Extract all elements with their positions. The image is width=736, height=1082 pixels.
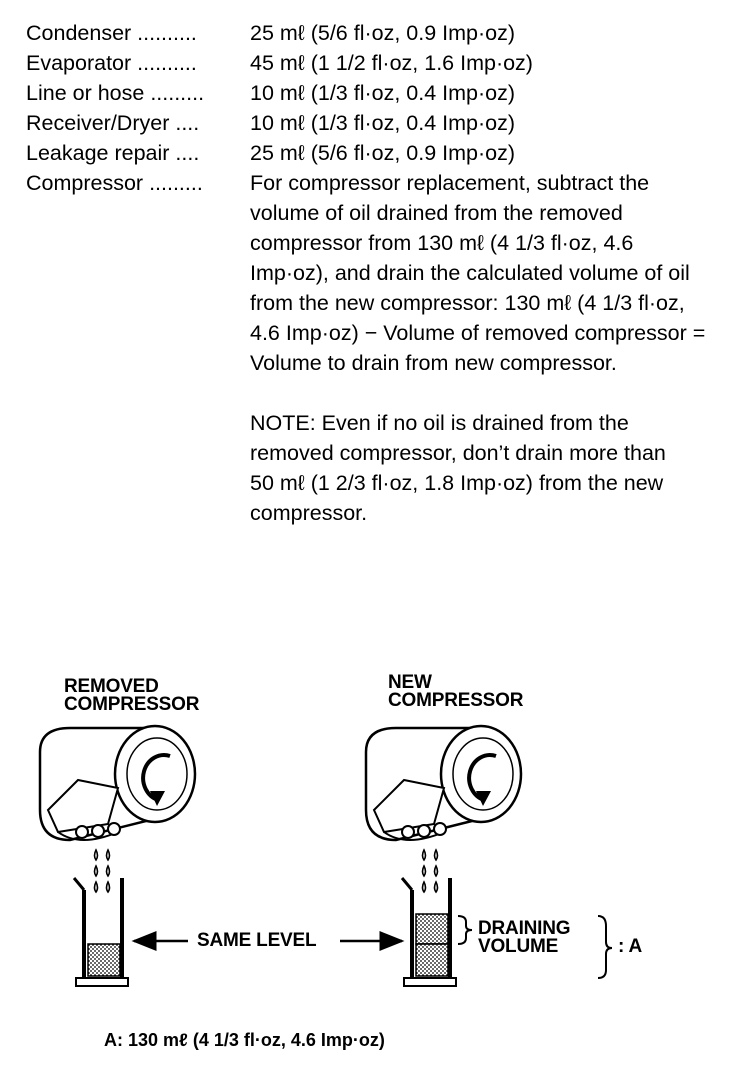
leader-dots: ......... [143,171,203,195]
compressor-instructions: For compressor replacement, subtract the volume of oil drained from the removed compressor from 130 mℓ (4 1/3 fl·oz, 4.6 Imp·oz), and drain the calculated volume of oil from the new compressor: 130 mℓ (4 1/3 fl·oz, 4.6 Imp·oz) − Volume of removed compressor = Volume to drain from new compressor. [250,171,706,375]
spec-row-compressor [26,168,716,378]
oil-drops-right [423,850,438,892]
leader-dots: .... [169,141,200,165]
left-graduated-cylinder [74,878,128,986]
removed-compressor-label: REMOVED COMPRESSOR [64,676,200,715]
removed-compressor-illustration [40,726,195,840]
oil-capacity-spec [26,18,716,528]
spec-label: Leakage repair [26,141,170,165]
spec-label: Receiver/Dryer [26,111,170,135]
note-paragraph: NOTE: Even if no oil is drained from the removed compressor, don’t drain more than 50 mℓ (1 2/3 fl·oz, 1.8 Imp·oz) from the new compressor. [250,411,666,525]
new-compressor-illustration [366,726,521,840]
draining-volume-brace [458,916,472,944]
spec-row-receiver-dryer [26,108,716,138]
right-graduated-cylinder [402,878,456,986]
total-volume-brace [598,916,612,978]
spec-row-condenser [26,18,716,48]
leader-dots: .......... [131,21,197,45]
same-level-label: SAME LEVEL [197,930,317,951]
draining-volume-label: DRAINING VOLUME [478,918,571,957]
spec-value: 25 mℓ (5/6 fl·oz, 0.9 Imp·oz) [250,21,516,45]
spec-label: Condenser [26,21,132,45]
spec-value: 45 mℓ (1 1/2 fl·oz, 1.6 Imp·oz) [250,51,533,75]
spec-row-leakage-repair [26,138,716,168]
spec-label: Evaporator [26,51,132,75]
spec-row-line-or-hose [26,78,716,108]
oil-drops-left [95,850,110,892]
leader-dots: .......... [131,51,197,75]
compressor-oil-diagram [0,660,736,1020]
leader-dots: ......... [144,81,205,105]
new-compressor-label: NEW COMPRESSOR [388,672,524,711]
spec-row-evaporator [26,48,716,78]
spec-label: Compressor [26,171,144,195]
figure-footnote: A: 130 mℓ (4 1/3 fl·oz, 4.6 Imp·oz) [104,1030,385,1050]
a-marker-label: : A [618,936,643,957]
spec-value: 10 mℓ (1/3 fl·oz, 0.4 Imp·oz) [250,81,516,105]
spec-value: 25 mℓ (5/6 fl·oz, 0.9 Imp·oz) [250,141,516,165]
leader-dots: .... [169,111,200,135]
spec-value: 10 mℓ (1/3 fl·oz, 0.4 Imp·oz) [250,111,516,135]
spec-label: Line or hose [26,81,145,105]
